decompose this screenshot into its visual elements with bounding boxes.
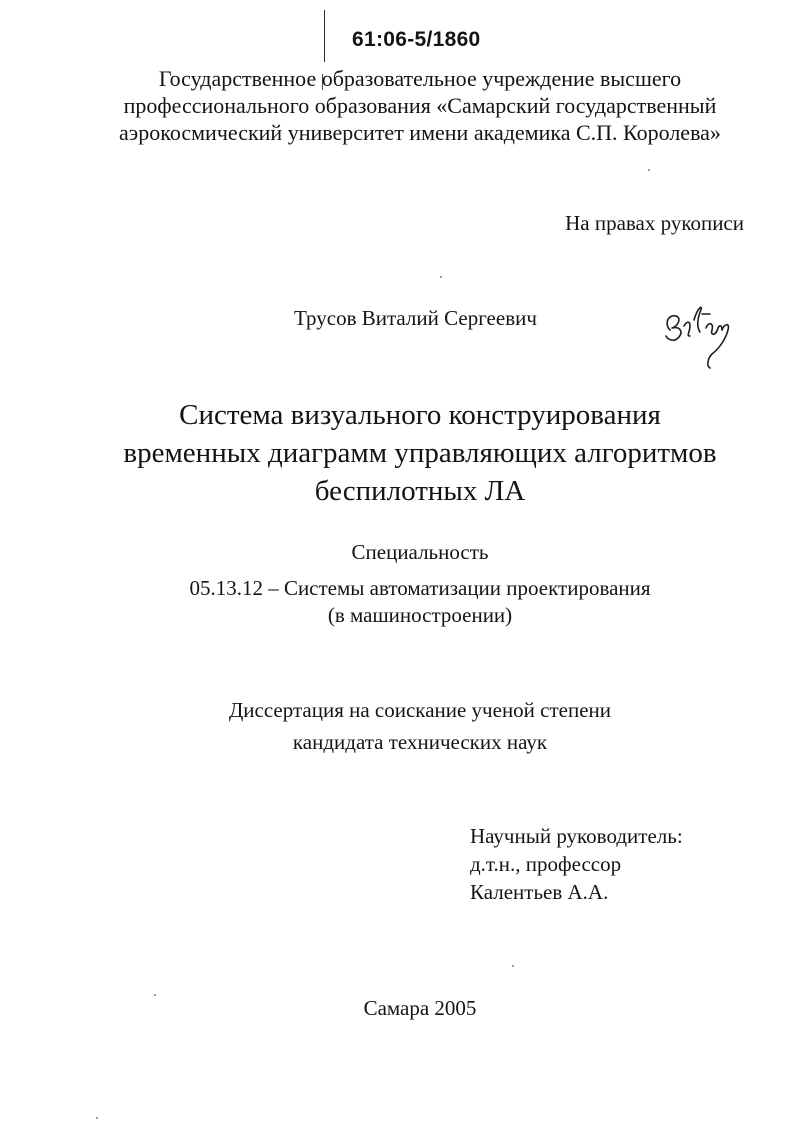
manuscript-note: На правах рукописи (565, 211, 744, 235)
specialty-line: 05.13.12 – Системы автоматизации проектирования (189, 576, 651, 600)
thesis-title (60, 396, 780, 510)
scan-speck (96, 1117, 98, 1119)
scan-speck (648, 169, 650, 171)
institution-line: профессионального образования «Самарский государственный (123, 93, 717, 118)
degree-line: кандидата технических наук (292, 730, 548, 754)
author-name: Трусов Виталий Сергеевич (294, 306, 537, 330)
document-number: 61:06-5/1860 (352, 28, 481, 51)
supervisor-line: Научный руководитель: (470, 824, 683, 848)
title-line: беспилотных ЛА (314, 475, 526, 507)
handwritten-signature-icon (660, 296, 742, 376)
supervisor-line: д.т.н., профессор (470, 852, 622, 876)
scan-speck (440, 276, 442, 278)
institution-line: аэрокосмический университет имени академика С.П. Королева» (119, 120, 721, 145)
institution-header (80, 65, 760, 146)
scan-speck (154, 994, 156, 996)
institution-line: Государственное образовательное учреждение высшего (158, 66, 682, 91)
degree-statement (60, 694, 780, 758)
city-year: Самара 2005 (363, 996, 477, 1020)
supervisor-block (470, 822, 683, 906)
title-line: Система визуального конструирования (179, 399, 661, 431)
scan-speck (512, 965, 514, 967)
supervisor-line: Калентьев А.А. (470, 880, 609, 904)
degree-line: Диссертация на соискание ученой степени (228, 698, 612, 722)
specialty-value (60, 575, 780, 629)
title-line: временных диаграмм управляющих алгоритмов (123, 437, 717, 469)
scan-vertical-line (324, 10, 325, 62)
specialty-line: (в машиностроении) (327, 603, 513, 627)
specialty-label: Специальность (351, 540, 489, 564)
